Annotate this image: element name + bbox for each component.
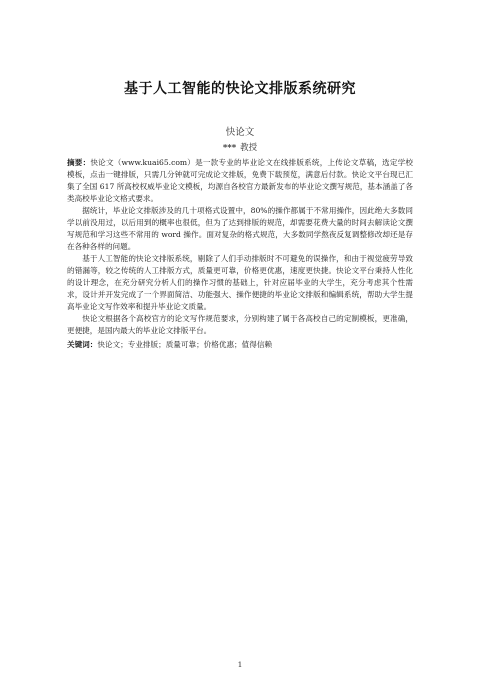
page-number: 1 <box>237 660 243 669</box>
abstract-label: 摘要： <box>67 158 91 167</box>
body-paragraph-2: 基于人工智能的快论文排版系统，剔除了人们手动排版时不可避免的误操作，和由于视觉疲劳导致的错漏等，较之传统的人工排版方式，质量更可靠，价格更优惠，速度更快捷。快论文平台秉持人性化的设计理念，在充分研究分析人们的操作习惯的基础上，针对应届毕业的大学生，充分考虑其个性需求，设计并开发完成了一个界面简洁、功能强大、操作便捷的毕业论文排版和编辑系统，帮助大学生提高毕业论文写作效率和提升毕业论文质量。 <box>67 254 413 311</box>
abstract-paragraph <box>67 157 413 205</box>
author-name: 快论文 <box>225 127 255 138</box>
body-paragraph-3: 快论文根据各个高校官方的论文写作规范要求，分别构建了属于各高校自己的定制模板，更准确，更便捷，是国内最大的毕业论文排版平台。 <box>67 314 413 335</box>
author-affiliation <box>0 141 480 153</box>
body-paragraph-1: 据统计，毕业论文排版涉及的几十项格式设置中，80%的操作都属于不常用操作，因此绝大多数同学以前没用过，以后用到的概率也很低，但为了达到排版的规范，却需要花费大量的时间去解读论文撰写规范和学习这些不常用的 word 操作。面对复杂的格式规范，大多数同学熬夜反复调整修改却还是存在各种各样的问题。 <box>67 206 413 251</box>
keywords-text: 快论文；专业排版；质量可靠；价格优惠；值得信赖 <box>97 340 273 349</box>
affiliation-role: 教授 <box>240 143 258 153</box>
keywords-label: 关键词： <box>67 340 98 349</box>
abstract-text: 快论文（www.kuai65.com）是一款专业的毕业论文在线排版系统，上传论文草稿，选定学校模板，点击一键排版，只需几分钟就可完成论文排版，免费下载预览，满意后付款。快论文平台现已汇集了全国 617 所高校权威毕业论文模板，均源自各校官方最新发布的毕业论文撰写规范，基本涵盖了各类高校毕业论文格式要求。 <box>67 158 414 203</box>
paper-title: 基于人工智能的快论文排版系统研究 <box>124 81 356 97</box>
affiliation-marker: *** <box>222 143 237 153</box>
paper-body <box>67 157 413 351</box>
keywords-line <box>67 339 413 351</box>
